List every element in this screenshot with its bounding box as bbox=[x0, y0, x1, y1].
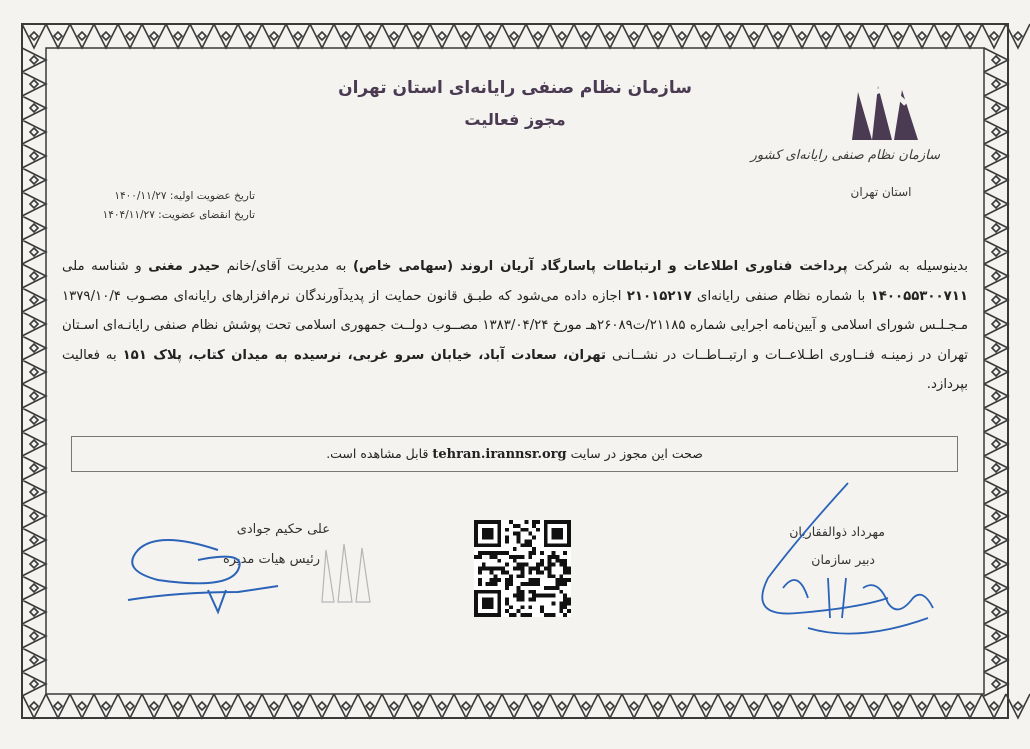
secretary-signature bbox=[738, 478, 938, 648]
company-name: پرداخت فناوری اطلاعات و ارتباطات پاسارگاد آریان اروند (سهامی خاص) bbox=[352, 259, 848, 274]
body-text-3: و شناسه ملی bbox=[62, 259, 149, 274]
organization-logo bbox=[750, 82, 940, 212]
qr-code[interactable] bbox=[474, 520, 571, 617]
membership-dates bbox=[95, 187, 255, 225]
verification-suffix: قابل مشاهده است. bbox=[326, 446, 429, 461]
membership-start-date: تاریخ عضویت اولیه: ۱۴۰۰/۱۱/۲۷ bbox=[114, 190, 255, 202]
body-text-6: به فعالیت بپردازد. bbox=[62, 347, 968, 392]
body-text-5: اجازه داده می‌شود که طبـق قانون حمایت از پدیدآورندگان نرم‌افزارهای رایانه‌ای مصـوب ۱۳۷۹/۱۰/۴ مـجـلـس شورای اسلامی و آیین‌نامه اجرایی شماره ۲۱۱۸۵/ت۲۶۰۸۹هـ مورخ ۱۳۸۳/۰۴/۲۴ مصــوب دولــت جمهوری اسلامی تحت پوشش نظام صنفی رایانـه‌ای اسـتان تهران در زمینـه فنــاوری اطـلاعــات و ارتبــاطــات در نشــانـی bbox=[62, 288, 969, 363]
license-body bbox=[62, 252, 968, 400]
organization-title: سازمان نظام صنفی رایانه‌ای استان تهران bbox=[338, 78, 692, 98]
document-title: مجوز فعالیت bbox=[464, 110, 566, 129]
board-chair-title: رئیس هیات مدیره bbox=[222, 552, 320, 567]
logo-province-text: استان تهران bbox=[850, 185, 912, 199]
membership-end-date: تاریخ انقضای عضویت: ۱۴۰۴/۱۱/۲۷ bbox=[102, 209, 255, 221]
logo-org-text: سازمان نظام صنفی رایانه‌ای کشور bbox=[750, 148, 940, 163]
watermark-emblem-icon bbox=[312, 540, 380, 610]
manager-name: حیدر مغنی bbox=[148, 259, 221, 274]
verification-prefix: صحت این مجوز در سایت bbox=[570, 446, 703, 461]
board-chair-signature bbox=[118, 530, 318, 620]
board-chair-name: علی حکیم جوادی bbox=[236, 522, 330, 537]
business-address: تهران، سعادت آباد، خیابان سرو غربی، نرسیده به میدان کتاب، پلاک ۱۵۱ bbox=[122, 347, 607, 363]
national-id: ۱۴۰۰۵۵۳۰۰۷۱۱ bbox=[870, 288, 968, 304]
guild-number: ۲۱۰۱۵۲۱۷ bbox=[626, 288, 692, 304]
secretary-title: دبیر سازمان bbox=[811, 552, 875, 567]
secretary-name: مهرداد ذوالفقاریان bbox=[789, 524, 885, 539]
body-text-4: با شماره نظام صنفی رایانه‌ای bbox=[691, 288, 871, 304]
verification-box bbox=[71, 436, 958, 472]
body-text-2: به مدیریت آقای/خانم bbox=[220, 259, 353, 274]
verification-site-link[interactable]: tehran.irannsr.org bbox=[432, 447, 567, 462]
body-text-1: بدینوسیله به شرکت bbox=[847, 259, 968, 274]
